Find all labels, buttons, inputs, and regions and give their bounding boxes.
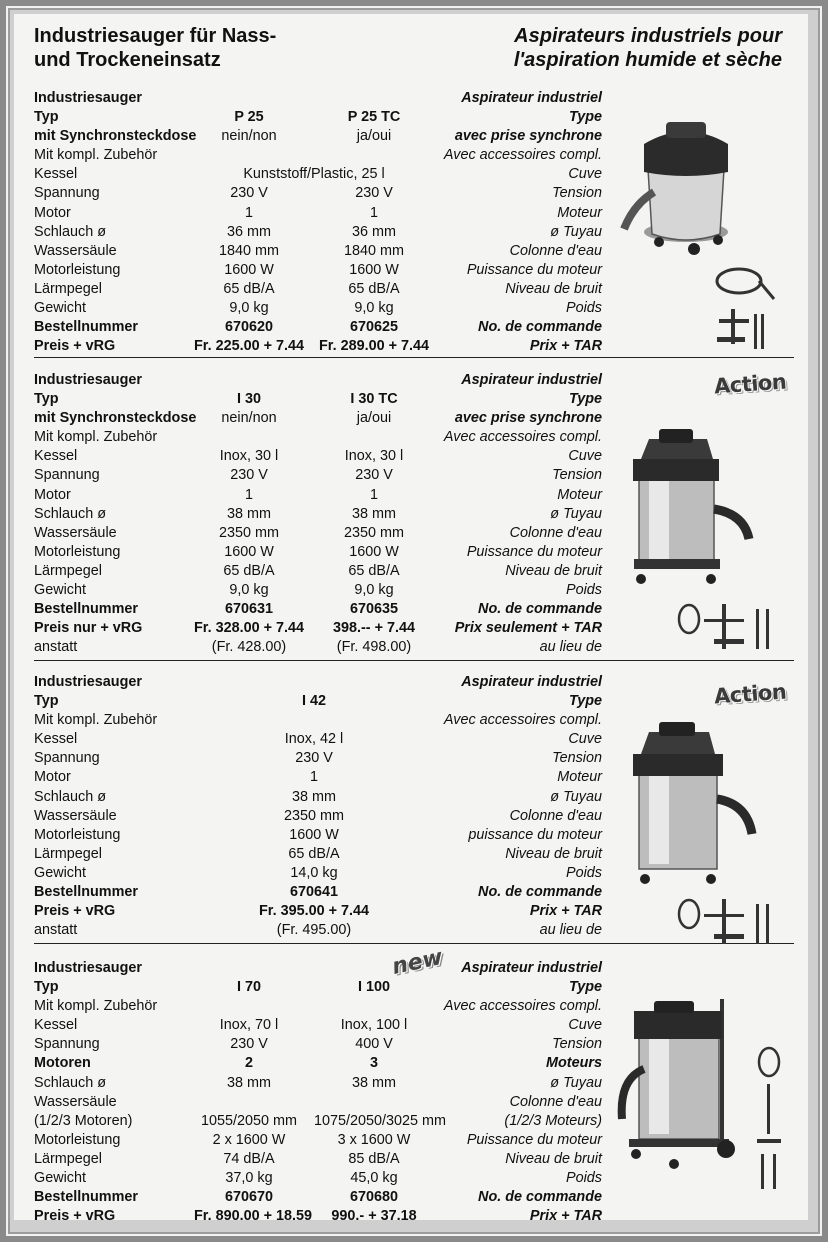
spec-value-a: Fr. 890.00 + 18.59 (194, 1208, 313, 1220)
spec-label-german: Preis + vRG (34, 903, 116, 920)
spec-row (34, 730, 602, 749)
spec-row (34, 371, 602, 390)
spec-value: 1 (309, 769, 318, 786)
spec-row (34, 600, 602, 619)
spec-label-german: Kessel (34, 166, 78, 183)
spec-row (34, 1093, 602, 1112)
spec-row (34, 1169, 602, 1188)
spec-label-german: Industriesauger (34, 90, 142, 106)
spec-value-a: 230 V (230, 1036, 268, 1053)
spec-table-i42 (34, 673, 602, 940)
spec-label-french: Niveau de bruit (505, 1150, 602, 1167)
spec-row (34, 127, 602, 146)
spec-value-a: 1055/2050 mm (201, 1112, 297, 1129)
spec-label-german: Gewicht (34, 300, 86, 317)
spec-value-b: ja/oui (356, 128, 392, 145)
spec-label-french: Colonne d'eau (509, 1093, 602, 1110)
spec-label-german: Bestellnummer (34, 319, 138, 336)
spec-label-german: Schlauch ø (34, 788, 106, 805)
spec-label-german: Spannung (34, 1036, 100, 1053)
spec-row (34, 673, 602, 692)
spec-label-french: Moteur (557, 769, 602, 786)
spec-value-a: 670670 (224, 1189, 274, 1206)
spec-value: 230 V (295, 750, 333, 767)
spec-value: 38 mm (292, 788, 336, 805)
spec-value-a: 2 x 1600 W (212, 1131, 286, 1148)
spec-value-b: (Fr. 498.00) (336, 639, 412, 656)
spec-row (34, 543, 602, 562)
spec-label-german: Motor (34, 769, 71, 786)
spec-label-german: Lärmpegel (34, 845, 102, 862)
spec-row (34, 242, 602, 261)
spec-label-french: Poids (566, 300, 602, 317)
spec-row (34, 1207, 602, 1220)
spec-value-a: nein/non (221, 410, 277, 427)
spec-label-german: anstatt (34, 922, 78, 939)
spec-label-french: Colonne d'eau (509, 807, 602, 824)
spec-label-german: Kessel (34, 1017, 78, 1034)
spec-label-french: Poids (566, 1170, 602, 1187)
spec-label-german: Preis + vRG (34, 1208, 116, 1220)
spec-value-a: 2 (244, 1055, 253, 1072)
spec-label-french: ø Tuyau (550, 505, 602, 522)
spec-value-b: 1 (369, 204, 378, 221)
spec-label-french: Type (568, 391, 602, 408)
spec-value-b: 230 V (355, 467, 393, 484)
spec-row (34, 902, 602, 921)
spec-label-french: Moteur (557, 486, 602, 503)
spec-table-i70-i100 (34, 959, 602, 1220)
spec-row (34, 165, 602, 184)
spec-label-french: Niveau de bruit (505, 280, 602, 297)
spec-label-french: Colonne d'eau (509, 524, 602, 541)
spec-label-german: Preis nur + vRG (34, 620, 143, 637)
spec-label-french: Aspirateur industriel (461, 372, 602, 388)
spec-label-german: Motorleistung (34, 261, 121, 278)
spec-label-french: Aspirateur industriel (461, 960, 602, 976)
spec-label-german: Wassersäule (34, 242, 117, 259)
spec-label-french: No. de commande (478, 319, 602, 336)
spec-label-german: Gewicht (34, 1170, 86, 1187)
spec-value-b: 9,0 kg (354, 582, 394, 599)
spec-label-german: Motorleistung (34, 826, 121, 843)
spec-value-a: 1840 mm (219, 242, 279, 259)
spec-label-french: Avec accessoires compl. (443, 147, 602, 164)
vacuum-cleaner-i30-image (619, 419, 759, 589)
spec-value-a: 1600 W (224, 261, 274, 278)
spec-label-german: Schlauch ø (34, 223, 106, 240)
title-german: Industriesauger für Nass- und Trockeneinsatz (34, 25, 277, 71)
spec-row (34, 146, 602, 165)
spec-label-german: Motorleistung (34, 543, 121, 560)
spec-label-french: Cuve (568, 731, 602, 748)
spec-row (34, 505, 602, 524)
spec-row (34, 409, 602, 428)
spec-value: Kunststoff/Plastic, 25 l (243, 166, 385, 183)
spec-label-french: Aspirateur industriel (461, 674, 602, 690)
spec-label-french: No. de commande (478, 884, 602, 901)
spec-row (34, 788, 602, 807)
spec-label-french: No. de commande (478, 1189, 602, 1206)
spec-label-french: avec prise synchrone (454, 128, 602, 145)
spec-label-german: Wassersäule (34, 1093, 117, 1110)
catalog-page (14, 14, 808, 1220)
spec-label-german: Lärmpegel (34, 562, 102, 579)
spec-label-german: Mit kompl. Zubehör (34, 712, 158, 729)
spec-row (34, 562, 602, 581)
spec-row (34, 428, 602, 447)
spec-value-b: 400 V (355, 1036, 393, 1053)
spec-label-german: Industriesauger (34, 960, 142, 976)
spec-label-french: (1/2/3 Moteurs) (504, 1112, 602, 1129)
spec-value-b: Inox, 100 l (340, 1017, 408, 1034)
spec-row (34, 204, 602, 223)
spec-row (34, 89, 602, 108)
spec-value-a: 230 V (230, 467, 268, 484)
spec-value-a: 9,0 kg (229, 582, 269, 599)
spec-row (34, 921, 602, 940)
spec-label-french: Type (568, 693, 602, 710)
spec-label-german: mit Synchronsteckdose (34, 128, 197, 145)
spec-label-french: puissance du moteur (468, 826, 602, 843)
spec-value-a: 65 dB/A (223, 280, 275, 297)
spec-value-b: P 25 TC (347, 109, 401, 126)
spec-value-a: Inox, 70 l (219, 1017, 279, 1034)
spec-row (34, 864, 602, 883)
spec-row (34, 1016, 602, 1035)
section-divider (34, 660, 794, 661)
spec-row (34, 1112, 602, 1131)
spec-label-german: Spannung (34, 750, 100, 767)
spec-value-b: ja/oui (356, 410, 392, 427)
spec-value-a: 74 dB/A (223, 1150, 275, 1167)
spec-label-german: Typ (34, 109, 59, 126)
spec-label-french: Avec accessoires compl. (443, 429, 602, 446)
spec-label-german: Bestellnummer (34, 601, 138, 618)
spec-label-french: Poids (566, 582, 602, 599)
spec-value-b: 36 mm (352, 223, 396, 240)
spec-label-german: Kessel (34, 448, 78, 465)
spec-label-french: Avec accessoires compl. (443, 712, 602, 729)
spec-label-french: Prix + TAR (529, 338, 602, 355)
spec-label-french: No. de commande (478, 601, 602, 618)
spec-label-german: Spannung (34, 185, 100, 202)
spec-row (34, 581, 602, 600)
spec-value-a: 38 mm (227, 505, 271, 522)
spec-value-b: 1075/2050/3025 mm (314, 1112, 447, 1129)
spec-label-german: Bestellnummer (34, 884, 138, 901)
spec-label-german: Typ (34, 391, 59, 408)
spec-row (34, 447, 602, 466)
spec-value-a: 1600 W (224, 543, 274, 560)
spec-value-b: Fr. 289.00 + 7.44 (318, 338, 430, 355)
spec-label-german: Wassersäule (34, 524, 117, 541)
accessories-icon (674, 894, 789, 954)
spec-label-french: Prix seulement + TAR (454, 620, 602, 637)
spec-value-b: 1 (369, 486, 378, 503)
spec-value-a: Fr. 225.00 + 7.44 (194, 338, 305, 355)
spec-value-a: 1 (244, 486, 253, 503)
spec-label-german: Typ (34, 979, 59, 996)
spec-label-french: Cuve (568, 448, 602, 465)
spec-label-french: Prix + TAR (529, 1208, 602, 1220)
spec-value: 670641 (289, 884, 339, 901)
spec-row (34, 280, 602, 299)
spec-label-german: Gewicht (34, 864, 86, 881)
spec-value-a: 670631 (224, 601, 274, 618)
spec-table-p25 (34, 89, 602, 356)
spec-value: Inox, 42 l (284, 731, 344, 748)
spec-label-french: Type (568, 979, 602, 996)
spec-label-german: Schlauch ø (34, 1074, 106, 1091)
spec-label-french: Niveau de bruit (505, 562, 602, 579)
spec-row (34, 997, 602, 1016)
spec-value: Fr. 395.00 + 7.44 (258, 903, 370, 920)
spec-label-german: Preis + vRG (34, 338, 116, 355)
spec-value-b: 85 dB/A (348, 1150, 400, 1167)
spec-value-a: Inox, 30 l (219, 448, 279, 465)
spec-value: (Fr. 495.00) (276, 922, 352, 939)
spec-value-b: 3 (369, 1055, 378, 1072)
spec-label-french: Colonne d'eau (509, 242, 602, 259)
spec-label-german: Mit kompl. Zubehör (34, 147, 158, 164)
spec-row (34, 749, 602, 768)
spec-value-b: I 100 (357, 979, 390, 996)
spec-row (34, 261, 602, 280)
spec-row (34, 1188, 602, 1207)
spec-row (34, 883, 602, 902)
spec-row (34, 638, 602, 657)
spec-label-french: Tension (552, 750, 602, 767)
spec-value-b: 1600 W (349, 543, 399, 560)
spec-label-german: Kessel (34, 731, 78, 748)
spec-label-german: Typ (34, 693, 59, 710)
spec-label-french: Aspirateur industriel (461, 90, 602, 106)
new-badge: new (389, 944, 445, 981)
spec-label-french: Tension (552, 467, 602, 484)
spec-label-french: Cuve (568, 1017, 602, 1034)
spec-value-a: 1 (244, 204, 253, 221)
spec-label-french: Prix + TAR (529, 903, 602, 920)
spec-value-a: 65 dB/A (223, 562, 275, 579)
spec-label-french: Type (568, 109, 602, 126)
spec-label-german: Motor (34, 486, 71, 503)
spec-value: I 42 (301, 693, 326, 710)
spec-label-french: ø Tuyau (550, 1074, 602, 1091)
spec-label-german: Bestellnummer (34, 1189, 138, 1206)
spec-label-german: anstatt (34, 639, 78, 656)
spec-row (34, 108, 602, 127)
spec-value: 14,0 kg (290, 864, 338, 881)
spec-row (34, 1150, 602, 1169)
spec-value-b: 670680 (349, 1189, 399, 1206)
spec-row (34, 768, 602, 787)
spec-value-a: P 25 (234, 109, 264, 126)
spec-label-french: Avec accessoires compl. (443, 998, 602, 1015)
spec-label-german: Wassersäule (34, 807, 117, 824)
spec-label-french: au lieu de (539, 922, 602, 939)
spec-label-german: Lärmpegel (34, 1150, 102, 1167)
title-french: Aspirateurs industriels pour l'aspiration humide et sèche (513, 25, 782, 71)
spec-row (34, 337, 602, 356)
spec-label-german: Motor (34, 204, 71, 221)
spec-label-french: Puissance du moteur (466, 1131, 602, 1148)
spec-row (34, 318, 602, 337)
spec-label-german: Gewicht (34, 582, 86, 599)
spec-value-a: 9,0 kg (229, 300, 269, 317)
spec-label-french: Niveau de bruit (505, 845, 602, 862)
spec-value: 1600 W (289, 826, 339, 843)
spec-row (34, 1035, 602, 1054)
spec-value-b: 670635 (349, 601, 399, 618)
spec-label-french: avec prise synchrone (454, 410, 602, 427)
vacuum-cleaner-p25-image (614, 114, 739, 274)
spec-value-b: 398.-- + 7.44 (332, 620, 415, 637)
spec-row (34, 978, 602, 997)
spec-label-french: au lieu de (539, 639, 602, 656)
spec-value-b: 38 mm (352, 1074, 396, 1091)
spec-label-french: Puissance du moteur (466, 543, 602, 560)
section-divider (34, 357, 794, 358)
spec-label-german: Schlauch ø (34, 505, 106, 522)
accessories-icon (709, 259, 779, 359)
spec-label-french: Cuve (568, 166, 602, 183)
spec-value-a: 38 mm (227, 1074, 271, 1091)
spec-row (34, 711, 602, 730)
spec-value-b: 45,0 kg (350, 1170, 398, 1187)
spec-value-a: Fr. 328.00 + 7.44 (194, 620, 305, 637)
spec-label-german: Mit kompl. Zubehör (34, 998, 158, 1015)
spec-label-german: Lärmpegel (34, 280, 102, 297)
spec-row (34, 184, 602, 203)
accessories-icon (674, 599, 789, 659)
spec-row (34, 486, 602, 505)
vacuum-cleaner-i42-image (619, 714, 759, 889)
spec-value-b: 670625 (349, 319, 399, 336)
spec-row (34, 1074, 602, 1093)
spec-row (34, 223, 602, 242)
spec-row (34, 1131, 602, 1150)
spec-value-b: Inox, 30 l (344, 448, 404, 465)
spec-value-a: 670620 (224, 319, 274, 336)
spec-value-a: (Fr. 428.00) (211, 639, 287, 656)
spec-label-german: Mit kompl. Zubehör (34, 429, 158, 446)
spec-value-a: 2350 mm (219, 524, 279, 541)
spec-label-german: Industriesauger (34, 372, 142, 388)
spec-row (34, 619, 602, 638)
spec-value-a: I 30 (236, 391, 261, 408)
spec-row (34, 524, 602, 543)
spec-label-french: Poids (566, 864, 602, 881)
spec-row (34, 692, 602, 711)
spec-value-b: 1600 W (349, 261, 399, 278)
spec-row (34, 845, 602, 864)
spec-label-german: Motoren (34, 1055, 91, 1072)
spec-label-french: Puissance du moteur (466, 261, 602, 278)
spec-value-b: 65 dB/A (348, 562, 400, 579)
spec-value-a: I 70 (236, 979, 261, 996)
spec-label-german: Industriesauger (34, 674, 142, 690)
spec-row (34, 807, 602, 826)
spec-value-b: I 30 TC (350, 391, 398, 408)
spec-label-french: Tension (552, 185, 602, 202)
spec-row (34, 466, 602, 485)
spec-value-b: 38 mm (352, 505, 396, 522)
spec-value-a: 36 mm (227, 223, 271, 240)
accessories-icon (749, 1044, 789, 1194)
spec-value-b: 3 x 1600 W (337, 1131, 411, 1148)
spec-table-i30 (34, 371, 602, 657)
spec-label-german: Spannung (34, 467, 100, 484)
spec-value-b: 1840 mm (344, 242, 404, 259)
spec-label-french: Tension (552, 1036, 602, 1053)
spec-value-b: 9,0 kg (354, 300, 394, 317)
spec-label-french: ø Tuyau (550, 223, 602, 240)
spec-value-b: 990.- + 37.18 (331, 1208, 417, 1220)
spec-label-french: Moteurs (546, 1055, 602, 1072)
spec-row (34, 299, 602, 318)
action-badge: Action (713, 679, 788, 709)
spec-value-b: 230 V (355, 185, 393, 202)
spec-value: 65 dB/A (288, 845, 340, 862)
spec-value-a: 37,0 kg (225, 1170, 273, 1187)
vacuum-cleaner-i70-image (614, 989, 749, 1179)
spec-value: 2350 mm (284, 807, 344, 824)
spec-value-b: 65 dB/A (348, 280, 400, 297)
spec-value-b: 2350 mm (344, 524, 404, 541)
spec-row (34, 826, 602, 845)
spec-row (34, 959, 602, 978)
spec-row (34, 1054, 602, 1073)
spec-value-a: 230 V (230, 185, 268, 202)
spec-label-german: Motorleistung (34, 1131, 121, 1148)
spec-label-german: mit Synchronsteckdose (34, 410, 197, 427)
spec-value-a: nein/non (221, 128, 277, 145)
spec-label-french: ø Tuyau (550, 788, 602, 805)
spec-label-french: Moteur (557, 204, 602, 221)
spec-label-german: (1/2/3 Motoren) (34, 1112, 133, 1129)
spec-row (34, 390, 602, 409)
action-badge: Action (713, 369, 788, 399)
